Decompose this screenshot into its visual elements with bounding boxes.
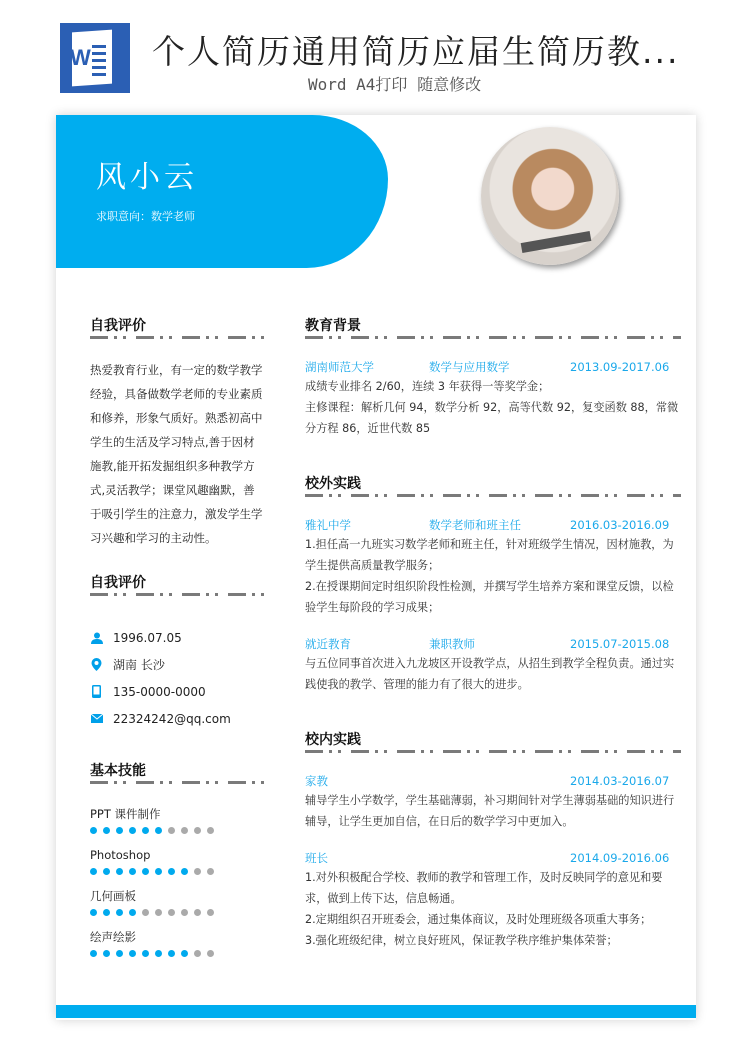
document-title: 个人简历通用简历应届生简历教... xyxy=(152,32,680,71)
entry-row: 班长 2014.09-2016.06 xyxy=(305,851,670,865)
skill-dot xyxy=(181,827,188,834)
section-title-education: 教育背景 xyxy=(305,318,361,334)
info-item xyxy=(90,651,264,678)
skill-dot xyxy=(103,827,110,834)
info-text: 1996.07.05 xyxy=(113,630,182,645)
section-divider xyxy=(90,336,264,339)
info-item xyxy=(90,705,264,732)
skill-dot xyxy=(168,950,175,957)
section-title-self-eval: 自我评价 xyxy=(90,318,146,334)
skill-dot xyxy=(207,868,214,875)
skill-dot xyxy=(155,909,162,916)
info-text: 22324242@qq.com xyxy=(113,711,231,726)
section-title-skills: 基本技能 xyxy=(90,763,146,779)
education-row xyxy=(305,359,681,376)
skill-dot xyxy=(116,950,123,957)
skill-dot xyxy=(116,909,123,916)
entry-details: 与五位同事首次进入九龙坡区开设教学点，从招生到教学全程负责。通过实践使我的教学、管理的能力有了很大的进步。 xyxy=(305,657,675,691)
skill-dot xyxy=(103,950,110,957)
skill-dot xyxy=(181,868,188,875)
skill-dot xyxy=(168,909,175,916)
person-icon xyxy=(90,631,103,644)
location-icon xyxy=(90,658,103,671)
candidate-name: 风小云 xyxy=(96,160,198,195)
skill-dot xyxy=(181,950,188,957)
skill-dot xyxy=(103,909,110,916)
skill-dot xyxy=(142,950,149,957)
section-header xyxy=(305,731,681,753)
section-divider xyxy=(90,781,264,784)
section-header xyxy=(305,475,681,497)
skill-dot xyxy=(129,827,136,834)
education-details: 成绩专业排名 2/60，连续 3 年获得一等奖学金； 主修课程：解析几何 94，数学分析 92，高等代数 92，复变函数 88，常微分方程 86，近世代数 85 xyxy=(305,380,679,435)
self-eval-text: 热爱教育行业，有一定的数学教学经验，具备做数学老师的专业素质和修养，形象气质好。熟悉初高中学生的生活及学习特点,善于因材施教,能开拓发掘组织多种教学方式,灵活教学；课堂风趣幽默，善于吸引学生的注意力，激发学生学习兴趣和学习的主动性。 xyxy=(90,363,263,545)
skill-dot xyxy=(194,950,201,957)
skill-dot xyxy=(207,950,214,957)
phone-icon xyxy=(90,685,103,698)
entry-details: 辅导学生小学数学，学生基础薄弱，补习期间针对学生薄弱基础的知识进行辅导，让学生更加自信，在日后的数学学习中更加入。 xyxy=(305,794,675,828)
skill-dot xyxy=(103,868,110,875)
section-title-info: 自我评价 xyxy=(90,575,146,591)
skill-dot xyxy=(142,827,149,834)
skill-item xyxy=(90,806,264,847)
skill-item xyxy=(90,888,264,929)
entry-details: 1.担任高一九班实习数学老师和班主任，针对班级学生情况，因材施教，为学生提供高质量教学服务； 2.在授课期间定时组织阶段性检测，并撰写学生培养方案和课堂反馈，以检验学生每阶段的学习成果； xyxy=(305,538,674,614)
major: 数学与应用数学 xyxy=(429,360,510,374)
entry-row: 雅礼中学 数学老师和班主任 2016.03-2016.09 xyxy=(305,518,670,532)
skill-dot xyxy=(129,868,136,875)
entry-row: 就近教育 兼职教师 2015.07-2015.08 xyxy=(305,637,670,651)
section-header xyxy=(305,317,681,339)
skill-dot xyxy=(90,827,97,834)
skill-dot xyxy=(90,909,97,916)
skill-dot xyxy=(116,827,123,834)
skill-dot xyxy=(142,868,149,875)
skills-list xyxy=(90,806,264,970)
skill-name: 绘声绘影 xyxy=(90,930,136,944)
skill-dot xyxy=(90,868,97,875)
skill-level xyxy=(90,909,264,916)
section-title-inside: 校内实践 xyxy=(305,732,361,748)
skill-item xyxy=(90,847,264,888)
section-divider xyxy=(90,593,264,596)
info-item xyxy=(90,624,264,651)
skill-name: Photoshop xyxy=(90,848,151,862)
entry-details: 1.对外积极配合学校、教师的教学和管理工作，及时反映同学的意见和要求，做到上传下达，信息畅通。 2.定期组织召开班委会，通过集体商议，及时处理班级各项重大事务； 3.强化班级纪律，树立良好班风，保证教学秩序维护集体荣誉； xyxy=(305,871,663,947)
right-column xyxy=(305,317,681,951)
info-text: 湖南 长沙 xyxy=(113,658,165,672)
section-title-outside: 校外实践 xyxy=(305,476,361,492)
skill-name: 几何画板 xyxy=(90,889,136,903)
section-header xyxy=(90,762,264,784)
skill-dot xyxy=(129,950,136,957)
skill-dot xyxy=(142,909,149,916)
word-icon: W xyxy=(60,23,130,93)
skill-dot xyxy=(207,909,214,916)
section-divider xyxy=(305,336,681,339)
skill-dot xyxy=(194,909,201,916)
skill-dot xyxy=(194,868,201,875)
profile-photo xyxy=(481,127,619,265)
info-text: 135-0000-0000 xyxy=(113,684,206,699)
period: 2013.09-2017.06 xyxy=(570,360,670,374)
section-header xyxy=(90,574,264,596)
skill-dot xyxy=(194,827,201,834)
left-column xyxy=(90,317,264,970)
skill-dot xyxy=(129,909,136,916)
document-subtitle: Word A4打印 随意修改 xyxy=(308,75,482,94)
skill-dot xyxy=(155,827,162,834)
mail-icon xyxy=(90,712,103,725)
section-header xyxy=(90,317,264,339)
job-intent: 求职意向：数学老师 xyxy=(96,210,195,223)
footer-bar xyxy=(56,1005,696,1018)
skill-name: PPT 课件制作 xyxy=(90,807,161,821)
skill-level xyxy=(90,868,264,875)
section-divider xyxy=(305,750,681,753)
info-list xyxy=(90,624,264,732)
info-item xyxy=(90,678,264,705)
skill-level xyxy=(90,950,264,957)
skill-dot xyxy=(90,950,97,957)
skill-dot xyxy=(207,827,214,834)
skill-dot xyxy=(168,827,175,834)
school: 湖南师范大学 xyxy=(305,360,374,374)
skill-dot xyxy=(116,868,123,875)
skill-dot xyxy=(155,868,162,875)
section-divider xyxy=(305,494,681,497)
skill-level xyxy=(90,827,264,834)
entry-row: 家教 2014.03-2016.07 xyxy=(305,774,670,788)
skill-item xyxy=(90,929,264,970)
skill-dot xyxy=(168,868,175,875)
skill-dot xyxy=(181,909,188,916)
skill-dot xyxy=(155,950,162,957)
